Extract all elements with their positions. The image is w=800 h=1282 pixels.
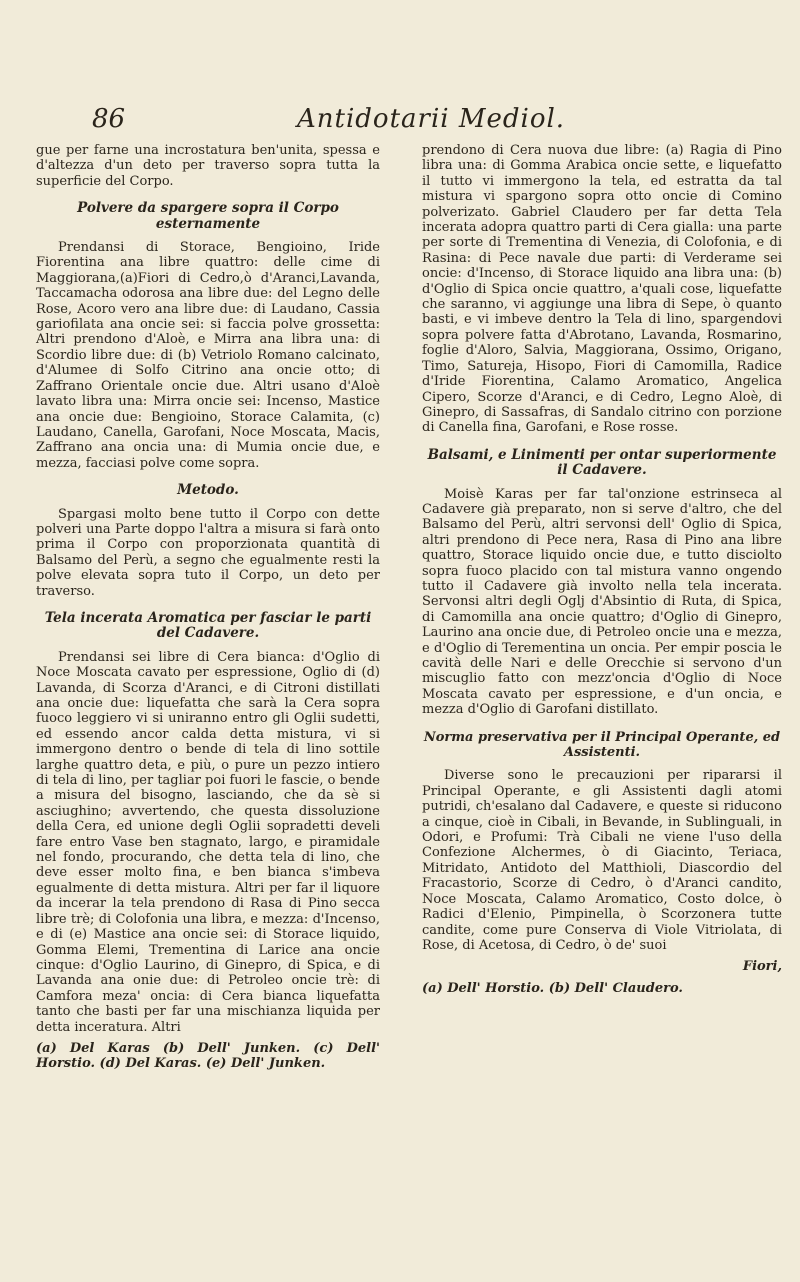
section-heading: Tela incerata Aromatica per fasciar le parti del Cadavere. [44,609,372,642]
paragraph: gue per farne una incrostatura ben'unita, spessa e d'altezza d'un deto per traverso sopra tutta la superficie del Corpo. [36,143,380,189]
paragraph: Prendansi sei libre di Cera bianca: d'Oglio di Noce Moscata cavato per espressione, Oglio di (d) Lavanda, di Scorza d'Aranci, e di Citroni distillati ana oncie due: liquefatta che sarà la Cera sopra fuoco leggiero vi si uniranno entro gli Oglii sudetti, ed essendo ancor calda detta mistura, vi si immergono dentro o bende di tela di lino sottile larghe quattro deta, e più, o pure un pezzo intiero di tela di lino, per tagliar poi fuori le fascie, o bende a misura del bisogno, lasciando, che da sè si asciughino; avvertendo, che questa dissoluzione della Cera, ed unione degli Oglii sopradetti develi fare entro Vase ben stagnato, largo, e piramidale nel fondo, procurando, che detta tela di lino, che deve esser molto fina, e ben bianca s'imbeva egualmente di detta mistura. Altri per far il liquore da incerar la tela prendono di Rasa di Pino secca libre trè; di Colofonia una libra, e mezza: d'Incenso, e di (e) Mastice ana oncie sei: di Storace liquido, Gomma Elemi, Trementina di Larice ana oncie cinque: d'Oglio Laurino, di Ginepro, di Spica, e di Lavanda ana onie due: di Petroleo oncie trè: di Camfora meza' oncia: di Cera bianca liquefatta tanto che basti per far una mischianza liquida per detta inceratura. Altri [36,649,380,1035]
paragraph: Moisè Karas per far tal'onzione estrinseca al Cadavere già preparato, non si serve d'altro, che del Balsamo del Perù, altri servonsi dell' Oglio di Spica, altri prendono di Pece nera, Rasa di Pino ana libre quattro, Storace liquido oncie due, e tutto disciolto sopra fuoco placido con tal mistura vanno ongendo tutto il Cadavere già involto nella tela incerata. Servonsi altri degli Oglj d'Absintio di Ruta, di Spica, di Camomilla ana oncie quattro; d'Oglio di Ginepro, Laurino ana oncie due, di Petroleo oncie una e mezza, e d'Oglio di Terementina un oncia. Per empir poscia le cavità delle Nari e delle Orecchie si servono d'un miscuglio fatto con mezz'oncia d'Oglio di Noce Moscata cavato per espressione, e d'un oncia, e mezza d'Oglio di Garofani distillato. [422,486,782,718]
paragraph: Diverse sono le precauzioni per ripararsi il Principal Operante, e gli Assistenti dagli atomi putridi, ch'esalano dal Cadavere, e queste si riducono a cinque, cioè in Cibali, in Bevande, in Sublinguali, in Odori, e Profumi: Trà Cibali ne viene l'uso della Confezione Alchermes, ò di Giacinto, Teriaca, Mitridato, Antidoto del Matthioli, Diascordio del Fracastorio, Scorze di Cedro, ò d'Aranci candito, Noce Moscata, Calamo Aromatico, Costo dolce, ò Radici d'Elenio, Pimpinella, ò Scorzonera tutte candite, come pure Conserva di Viole Vitriolata, di Rose, di Acetosa, di Cedro, ò de' suoi [422,768,782,953]
right-column [422,143,782,1002]
left-column [36,143,380,1078]
footnotes: (a) Del Karas (b) Dell' Junken. (c) Dell' Horstio. (d) Del Karas. (e) Dell' Junken. [36,1040,380,1072]
catchword: Fiori, [742,959,782,975]
section-heading: Polvere da spargere sopra il Corpo esternamente [77,200,339,232]
section-heading: Norma preservativa per il Principal Operante, ed Assistenti. [423,729,781,761]
section-heading: Metodo. [177,482,239,499]
page-number: 86 [92,104,126,134]
running-title: Antidotarii Mediol. [297,104,566,134]
paragraph: Prendansi di Storace, Bengioino, Iride Fiorentina ana libre quattro: delle cime di Maggiorana,(a)Fiori di Cedro,ò d'Aranci,Lavanda, Taccamacha odorosa ana libre due: del Legno delle Rose, Acoro vero ana libre due: di Laudano, Cassia gariofilata ana oncie sei: si faccia polve grossetta: Altri prendono d'Aloè, e Mirra ana libra una: di Scordio libre due: di (b) Vetriolo Romano calcinato, d'Alumee di Solfo Citrino ana oncie otto; di Zaffrano Orientale oncie due. Altri usano d'Aloè lavato libra una: Mirra oncie sei: Incenso, Mastice ana oncie due: Bengioino, Storace Calamita, (c) Laudano, Canella, Garofani, Noce Moscata, Macis, Zaffrano ana oncia una: di Mumia oncie due, e mezza, facciasi polve come sopra. [36,240,380,471]
paragraph: Spargasi molto bene tutto il Corpo con dette polveri una Parte doppo l'altra a misura si farà onto prima il Corpo con proporzionata quantità di Balsamo del Perù, a segno che egualmente resti la polve elevata sopra tuto il Corpo, un deto per traverso. [36,506,380,599]
section-heading: Balsami, e Linimenti per ontar superiormente il Cadavere. [427,446,777,479]
paragraph: prendono di Cera nuova due libre: (a) Ragia di Pino libra una: di Gomma Arabica oncie sette, e liquefatto il tutto vi immergono la tela, ed estratta da tal mistura vi spargono sopra otto oncie di Comino polverizato. Gabriel Claudero per far detta Tela incerata adopra quattro parti di Cera gialla: una parte per sorte di Trementina di Venezia, di Colofonia, e di Rasina: di Pece navale due parti: di Verderame sei oncie: d'Incenso, di Storace liquido ana libra una: (b) d'Oglio di Spica oncie quattro, a'quali cose, liquefatte che saranno, vi aggiunge una libra di Sepe, ò quanto basti, e vi imbeve dentro la Tela di lino, spargendovi sopra polvere fatta d'Abrotano, Lavanda, Rosmarino, foglie d'Aloro, Salvia, Maggiorana, Ossimo, Origano, Timo, Satureja, Hisopo, Fiori di Camomilla, Radice d'Iride Fiorentina, Calamo Aromatico, Angelica Cipero, Scorze d'Aranci, e di Cedro, Legno Aloè, di Ginepro, di Sassafras, di Sandalo citrino con porzione di Canella fina, Garofani, e Rose rosse. [422,143,782,436]
footnotes: (a) Dell' Horstio. (b) Dell' Claudero. [422,980,683,996]
page-header [92,104,760,144]
